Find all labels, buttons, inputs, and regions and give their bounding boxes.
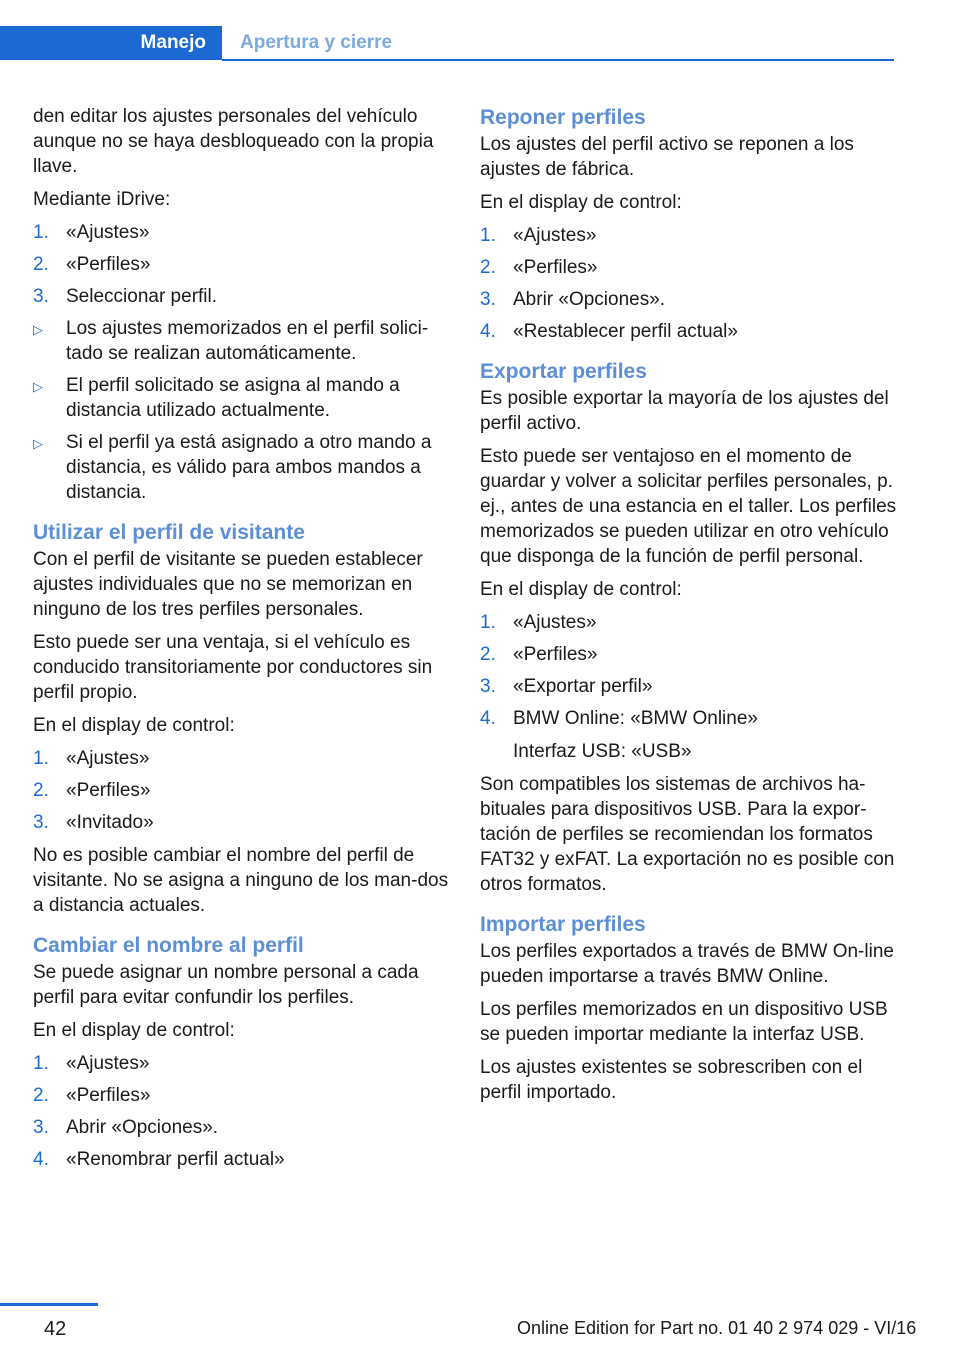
- step-number: 1.: [33, 1053, 49, 1074]
- list-item: [33, 220, 453, 245]
- list-item: [480, 255, 900, 280]
- visitor-paragraph-3: En el display de control:: [33, 715, 235, 736]
- export-paragraph-2: Esto puede ser ventajoso en el momento de guardar y volver a solicitar perfiles personales, p. ej., antes de una estancia en el taller. Los perfiles memorizados se pueden utilizar en otro vehículo que disponga de la función de perfil personal.: [480, 446, 897, 567]
- step-text: «Ajustes»: [513, 225, 597, 246]
- step-text: Si el perfil ya está asignado a otro mando a distancia, es válido para ambos mandos a distancia.: [66, 432, 432, 503]
- page-header: [0, 0, 960, 62]
- step-number: 2.: [480, 257, 496, 278]
- list-item: [480, 319, 900, 344]
- step-number: 2.: [33, 1085, 49, 1106]
- list-item: [33, 1051, 453, 1076]
- visitor-steps-list: [33, 746, 453, 835]
- step-number: 3.: [480, 289, 496, 310]
- tab-apertura-y-cierre[interactable]: [240, 26, 392, 60]
- step-text: «Ajustes»: [66, 1053, 150, 1074]
- list-item: [480, 610, 900, 635]
- step-text: «Perfiles»: [513, 257, 598, 278]
- intro-paragraph: den editar los ajustes personales del vehículo aunque no se haya desbloqueado con la propia llave.: [33, 106, 434, 177]
- step-number: 1.: [33, 748, 49, 769]
- step-text: «Restablecer perfil actual»: [513, 321, 738, 342]
- step-text: Abrir «Opciones».: [513, 289, 666, 310]
- list-item: [33, 252, 453, 277]
- idrive-steps-list: [33, 220, 453, 505]
- list-item: [33, 810, 453, 835]
- reset-paragraph-1: Los ajustes del perfil activo se reponen a los ajustes de fábrica.: [480, 134, 854, 180]
- tab-manejo-label: Manejo: [140, 32, 206, 53]
- step-number: 1.: [480, 225, 496, 246]
- list-item: [480, 223, 900, 248]
- export-paragraph-3: En el display de control:: [480, 579, 682, 600]
- list-item: [480, 674, 900, 699]
- step-text: «Invitado»: [66, 812, 154, 833]
- export-steps-list: [480, 610, 900, 731]
- rename-steps-list: [33, 1051, 453, 1172]
- section-title-export: Exportar perfiles: [480, 360, 647, 383]
- tab-apertura-label: Apertura y cierre: [240, 32, 393, 53]
- reset-paragraph-2: En el display de control:: [480, 192, 682, 213]
- idrive-label: Mediante iDrive:: [33, 189, 171, 210]
- step-text: Seleccionar perfil.: [66, 286, 218, 307]
- list-item: [33, 1147, 453, 1172]
- list-item: [480, 287, 900, 312]
- step-number: 2.: [33, 254, 49, 275]
- list-item: [33, 778, 453, 803]
- list-item: [33, 373, 453, 423]
- step-number: 3.: [480, 676, 496, 697]
- step-text: BMW Online: «BMW Online»: [513, 708, 758, 729]
- triangle-bullet-icon: ▷: [33, 379, 43, 394]
- step-text: «Perfiles»: [66, 254, 151, 275]
- step-text: «Renombrar perfil actual»: [66, 1149, 285, 1170]
- step-number: 1.: [480, 612, 496, 633]
- left-column: [33, 104, 453, 1180]
- step-text: «Exportar perfil»: [513, 676, 653, 697]
- step-text: «Ajustes»: [66, 222, 150, 243]
- step-number: 3.: [33, 812, 49, 833]
- step-text: Los ajustes memorizados en el perfil solici‐tado se realizan automáticamente.: [66, 318, 429, 364]
- list-item: [33, 1115, 453, 1140]
- step-text: Abrir «Opciones».: [66, 1117, 219, 1138]
- step-text: «Perfiles»: [66, 1085, 151, 1106]
- export-usb-substep: Interfaz USB: «USB»: [513, 741, 692, 762]
- rename-paragraph-2: En el display de control:: [33, 1020, 235, 1041]
- page-number: 42: [44, 1318, 67, 1340]
- list-item: [33, 316, 453, 366]
- step-number: 4.: [480, 321, 496, 342]
- list-item: [480, 642, 900, 667]
- export-paragraph-4: Son compatibles los sistemas de archivos ha‐bituales para dispositivos USB. Para la expor‐tación de perfiles se recomiendan los formatos FAT32 y exFAT. La exportación no es posible con otros formatos.: [480, 774, 895, 895]
- list-item: [480, 706, 900, 731]
- list-item: [33, 1083, 453, 1108]
- list-item: [33, 284, 453, 309]
- footer-divider: [0, 1303, 98, 1306]
- reset-steps-list: [480, 223, 900, 344]
- visitor-paragraph-2: Esto puede ser una ventaja, si el vehículo es conducido transitoriamente por conductores sin perfil propio.: [33, 632, 433, 703]
- import-paragraph-3: Los ajustes existentes se sobrescriben con el perfil importado.: [480, 1057, 863, 1103]
- step-number: 3.: [33, 286, 49, 307]
- import-paragraph-2: Los perfiles memorizados en un dispositivo USB se pueden importar mediante la interfaz USB.: [480, 999, 888, 1045]
- triangle-bullet-icon: ▷: [33, 436, 43, 451]
- step-text: «Ajustes»: [66, 748, 150, 769]
- export-paragraph-1: Es posible exportar la mayoría de los ajustes del perfil activo.: [480, 388, 889, 434]
- step-number: 4.: [33, 1149, 49, 1170]
- list-item: [33, 430, 453, 505]
- step-text: «Ajustes»: [513, 612, 597, 633]
- edition-note: Online Edition for Part no. 01 40 2 974 029 - VI/16: [517, 1318, 917, 1338]
- rename-paragraph-1: Se puede asignar un nombre personal a cada perfil para evitar confundir los perfiles.: [33, 962, 419, 1008]
- step-text: El perfil solicitado se asigna al mando a distancia utilizado actualmente.: [66, 375, 400, 421]
- step-number: 1.: [33, 222, 49, 243]
- section-title-reset: Reponer perfiles: [480, 106, 646, 129]
- tab-manejo[interactable]: [0, 26, 222, 60]
- list-item: [33, 746, 453, 771]
- step-text: «Perfiles»: [513, 644, 598, 665]
- visitor-paragraph-1: Con el perfil de visitante se pueden establecer ajustes individuales que no se memorizan en ninguno de los tres perfiles personales.: [33, 549, 423, 620]
- step-number: 3.: [33, 1117, 49, 1138]
- triangle-bullet-icon: ▷: [33, 322, 43, 337]
- visitor-paragraph-4: No es posible cambiar el nombre del perfil de visitante. No se asigna a ninguno de los man‐dos a distancia actuales.: [33, 845, 449, 916]
- section-title-import: Importar perfiles: [480, 913, 646, 936]
- right-column: [480, 104, 900, 1113]
- import-paragraph-1: Los perfiles exportados a través de BMW On‐line pueden importarse a través BMW Online.: [480, 941, 894, 987]
- header-divider: [222, 59, 894, 61]
- section-title-rename: Cambiar el nombre al perfil: [33, 934, 304, 957]
- step-number: 2.: [480, 644, 496, 665]
- step-number: 4.: [480, 708, 496, 729]
- section-title-visitor: Utilizar el perfil de visitante: [33, 521, 305, 544]
- step-text: «Perfiles»: [66, 780, 151, 801]
- step-number: 2.: [33, 780, 49, 801]
